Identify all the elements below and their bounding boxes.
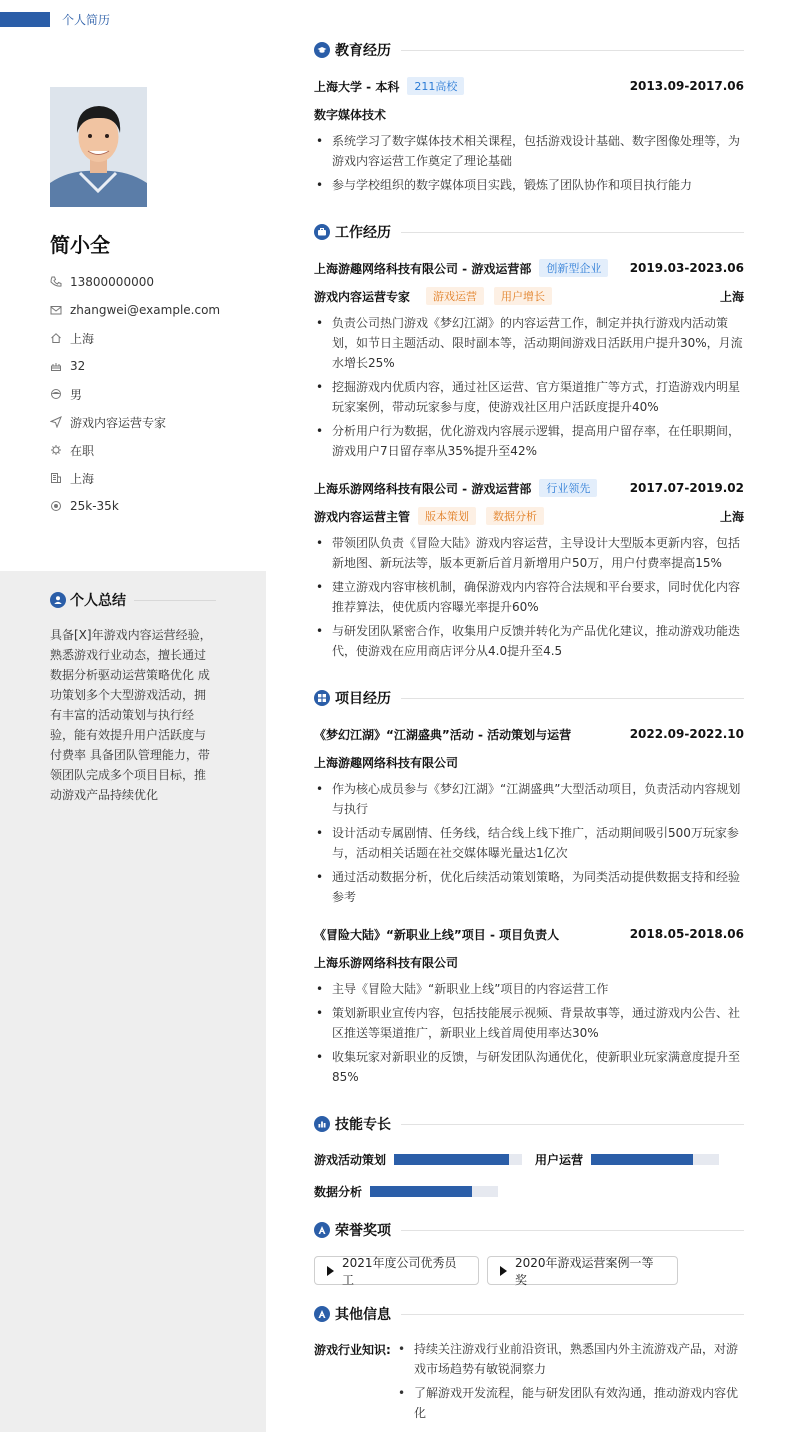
info-status-value: 在职 [70,443,95,458]
mail-icon [50,304,62,316]
list-item: • 系统学习了数字媒体技术相关课程，包括游戏设计基础、数字图像处理等，为游戏内容运营工作奠定了理论基础 [314,131,744,171]
list-item: • 建立游戏内容审核机制，确保游戏内内容符合法规和平台要求，同时优化内容推荐算法，使优质内容曝光率提升60% [314,577,744,617]
summary-text: 具备[X]年游戏内容运营经验，熟悉游戏行业动态，擅长通过数据分析驱动运营策略优化 成功策划多个大型游戏活动，拥有丰富的活动策划与执行经验，能有效提升用户活跃度与付费率 具备团队管理能力，带领团队完成多个项目目标，推动游戏产品持续优化 [50,628,212,802]
other-bullets [398,1339,744,1427]
skills-title: 技能专长 [335,1117,391,1133]
info-phone-value: 13800000000 [70,275,154,289]
projects-heading [314,688,744,708]
job-2-role: 游戏内容运营主管 [314,509,411,524]
award-item [314,1256,479,1285]
award-label: 2020年游戏运营案例一等奖 [515,1255,654,1287]
education-major: 数字媒体技术 [314,107,387,122]
awards-divider [401,1230,744,1231]
info-target-role [50,408,260,436]
info-location [50,324,260,352]
building-icon [50,472,62,484]
info-gender-value: 男 [70,387,83,402]
job-2-role-tag: 数据分析 [486,507,544,525]
info-salary-value: 25k-35k [70,499,119,513]
project-1-company-row [314,753,744,771]
summary-divider [134,600,216,601]
skill-bar-fill [591,1154,693,1165]
info-age-value: 32 [70,359,86,373]
award-icon [314,1222,330,1238]
job-2-company: 上海乐游网络科技有限公司 - 游戏运营部 [314,481,532,496]
skill-item [535,1151,719,1167]
job-1-role: 游戏内容运营专家 [314,289,411,304]
grid-icon [314,690,330,706]
play-triangle-icon [500,1266,507,1276]
info-email [50,296,260,324]
skill-name: 游戏活动策划 [314,1152,387,1167]
info-gender [50,380,260,408]
header-label: 个人简历 [62,13,111,27]
phone-icon [50,276,62,288]
job-1-bullets [314,313,744,465]
project-2-company-row [314,953,744,971]
gender-icon [50,388,62,400]
education-school: 上海大学 - 本科 [314,79,400,94]
job-1-role-row [314,287,744,305]
user-icon [50,592,66,608]
job-2-header-row [314,479,744,497]
list-item: • 主导《冒险大陆》“新职业上线”项目的内容运营工作 [314,979,744,999]
work-divider [401,232,744,233]
skill-bar-fill [370,1186,472,1197]
list-item: • 收集玩家对新职业的反馈，与研发团队沟通优化，使新职业玩家满意度提升至85% [314,1047,744,1087]
skills-heading [314,1114,744,1134]
work-title: 工作经历 [335,225,391,241]
home-icon [50,332,62,344]
job-1-header-row [314,259,744,277]
list-item: • 负责公司热门游戏《梦幻江湖》的内容运营工作，制定并执行游戏内活动策划，如节日主题活动、限时副本等，活动期间游戏日活跃用户提升30%，月流水增长25% [314,313,744,373]
info-salary [50,492,260,520]
education-header-row [314,77,744,95]
list-item: • 与研发团队紧密合作，收集用户反馈并转化为产品优化建议，推动游戏功能迭代，使游戏在应用商店评分从4.0提升至4.5 [314,621,744,661]
info-status [50,436,260,464]
job-1-role-tag: 游戏运营 [426,287,484,305]
skills-divider [401,1124,744,1125]
skill-item [314,1151,522,1167]
skill-bar-track [370,1186,498,1197]
other-divider [401,1314,744,1315]
header-accent-bar [0,12,50,27]
list-item: • 设计活动专属剧情、任务线，结合线上线下推广，活动期间吸引500万玩家参与，活动相关话题在社交媒体曝光量达1亿次 [314,823,744,863]
age-icon [50,360,62,372]
summary-title: 个人总结 [70,593,126,609]
skill-name: 数据分析 [314,1184,363,1199]
summary-heading [50,590,216,610]
profile-photo [50,87,147,207]
job-2-role-tag: 版本策划 [418,507,476,525]
list-item: • 持续关注游戏行业前沿资讯，熟悉国内外主流游戏产品，对游戏市场趋势有敏锐洞察力 [398,1339,744,1379]
skill-bar-fill [394,1154,509,1165]
job-1-role-tag: 用户增长 [494,287,552,305]
education-tag: 211高校 [407,77,464,95]
list-item: • 通过活动数据分析，优化后续活动策划策略，为同类活动提供数据支持和经验参考 [314,867,744,907]
info-icon [314,1306,330,1322]
bar-chart-icon [314,1116,330,1132]
award-label: 2021年度公司优秀员工 [342,1255,457,1287]
skill-bar-track [591,1154,719,1165]
award-item [487,1256,678,1285]
project-2-company: 上海乐游网络科技有限公司 [314,955,459,970]
job-1-city: 上海 [719,289,744,304]
education-major-row [314,105,744,123]
education-period: 2013.09-2017.06 [629,79,744,93]
awards-title: 荣誉奖项 [335,1223,391,1239]
work-heading [314,222,744,242]
list-item: • 带领团队负责《冒险大陆》游戏内容运营，主导设计大型版本更新内容，包括新地图、新玩法等，版本更新后首月新增用户50万，用户付费率提高15% [314,533,744,573]
project-1-bullets [314,779,744,911]
job-1-company: 上海游趣网络科技有限公司 - 游戏运营部 [314,261,532,276]
job-2-bullets [314,533,744,665]
profile-name: 简小全 [50,233,110,257]
project-2-name: 《冒险大陆》“新职业上线”项目 - 项目负责人 [314,927,560,942]
list-item: • 策划新职业宣传内容，包括技能展示视频、背景故事等，通过游戏内公告、社区推送等渠道推广，新职业上线首周使用率达30% [314,1003,744,1043]
awards-heading [314,1220,744,1240]
other-heading [314,1304,744,1324]
briefcase-icon [314,224,330,240]
info-age [50,352,260,380]
education-title: 教育经历 [335,43,391,59]
project-1-name: 《梦幻江湖》“江湖盛典”活动 - 活动策划与运营 [314,727,572,742]
job-2-period: 2017.07-2019.02 [629,481,744,495]
skill-bar-track [394,1154,522,1165]
job-2-city: 上海 [719,509,744,524]
graduation-cap-icon [314,42,330,58]
skill-item [314,1183,498,1199]
job-2-role-row [314,507,744,525]
project-2-period: 2018.05-2018.06 [629,927,744,941]
contact-info-list [50,268,260,520]
job-2-tag: 行业领先 [539,479,597,497]
project-1-period: 2022.09-2022.10 [629,727,744,741]
play-triangle-icon [327,1266,334,1276]
info-location-value: 上海 [70,331,95,346]
list-item: • 了解游戏开发流程，能与研发团队有效沟通，推动游戏内容优化 [398,1383,744,1423]
other-label: 游戏行业知识: [314,1343,391,1357]
other-title: 其他信息 [335,1307,391,1323]
project-2-bullets [314,979,744,1091]
project-1-company: 上海游趣网络科技有限公司 [314,755,459,770]
projects-divider [401,698,744,699]
project-2-header-row [314,925,744,943]
list-item: • 作为核心成员参与《梦幻江湖》“江湖盛典”大型活动项目，负责活动内容规划与执行 [314,779,744,819]
job-1-period: 2019.03-2023.06 [629,261,744,275]
education-bullets [314,131,744,199]
job-1-tag: 创新型企业 [539,259,608,277]
list-item: • 参与学校组织的数字媒体项目实践，锻炼了团队协作和项目执行能力 [314,175,744,195]
list-item: • 挖掘游戏内优质内容，通过社区运营、官方渠道推广等方式，打造游戏内明星玩家案例，带动玩家参与度，使游戏社区用户活跃度提升40% [314,377,744,417]
info-work-city-value: 上海 [70,471,95,486]
info-phone [50,268,260,296]
info-email-value: zhangwei@example.com [70,303,221,317]
info-target-role-value: 游戏内容运营专家 [70,415,167,430]
education-heading [314,40,744,60]
project-1-header-row [314,725,744,743]
list-item: • 分析用户行为数据，优化游戏内容展示逻辑，提高用户留存率，在任职期间，游戏用户7日留存率从35%提升至42% [314,421,744,461]
status-icon [50,444,62,456]
projects-title: 项目经历 [335,691,391,707]
info-work-city [50,464,260,492]
education-divider [401,50,744,51]
send-icon [50,416,62,428]
skill-name: 用户运营 [535,1152,584,1167]
salary-icon [50,500,62,512]
